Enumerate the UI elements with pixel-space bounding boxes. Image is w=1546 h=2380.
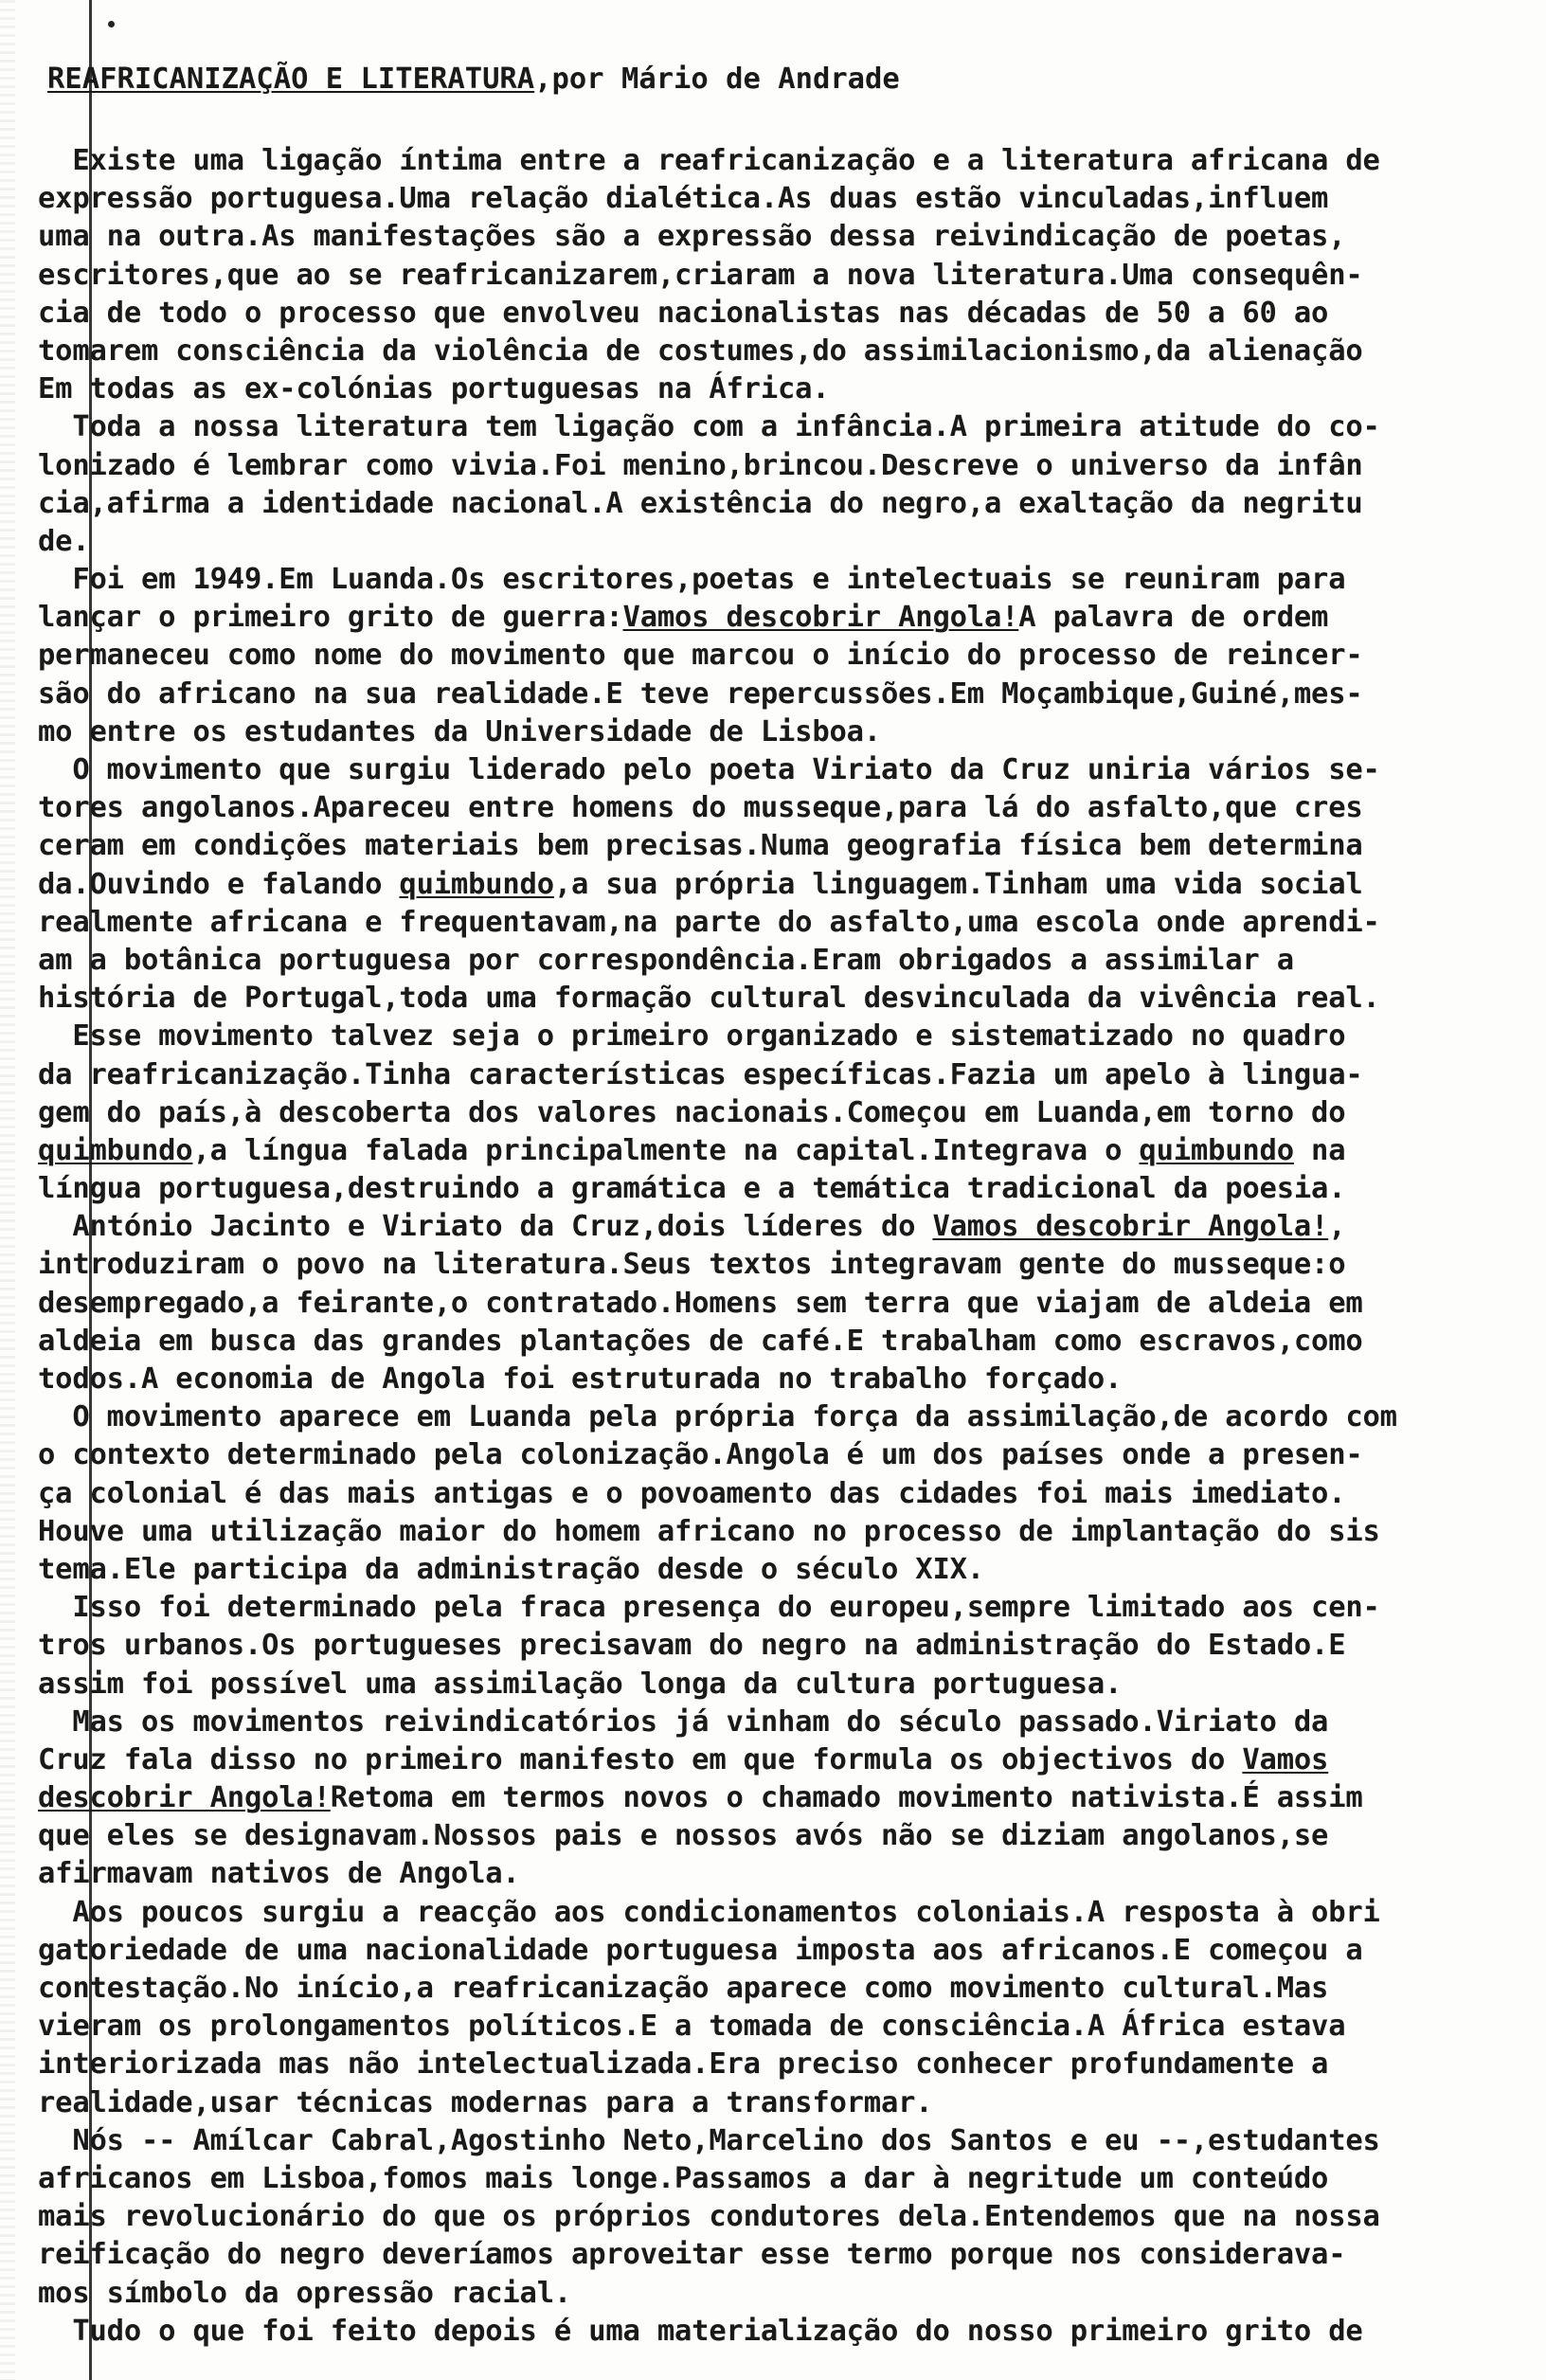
text-segment: O movimento aparece em Luanda pela própria força da assimilação,de acordo com	[38, 1400, 1397, 1434]
text-segment: Tudo o que foi feito depois é uma materialização do nosso primeiro grito de	[38, 2314, 1363, 2348]
text-segment: aldeia em busca das grandes plantações de café.E trabalham como escravos,como	[38, 1324, 1363, 1358]
text-line	[38, 370, 1535, 408]
text-line	[38, 2046, 1535, 2083]
title-underlined: REAFRICANIZAÇÃO E LITERATURA	[47, 63, 535, 96]
text-line	[38, 142, 1535, 180]
text-line	[38, 1741, 1535, 1779]
text-segment: todos.A economia de Angola foi estruturada no trabalho forçado.	[38, 1362, 1123, 1396]
text-line	[38, 904, 1535, 942]
text-segment: Retoma em termos novos o chamado movimento nativista.É assim	[330, 1781, 1363, 1815]
text-segment: assim foi possível uma assimilação longa da cultura portuguesa.	[38, 1667, 1123, 1701]
text-line	[38, 1970, 1535, 2008]
text-segment: ,a sua própria linguagem.Tinham uma vida social	[553, 867, 1363, 901]
ink-dot	[108, 21, 115, 27]
text-segment: escritores,que ao se reafricanizarem,criaram a nova literatura.Uma consequên-	[38, 258, 1363, 292]
text-line	[38, 942, 1535, 980]
text-segment: língua portuguesa,destruindo a gramática e a temática tradicional da poesia.	[38, 1172, 1346, 1206]
text-segment: Foi em 1949.Em Luanda.Os escritores,poetas e intelectuais se reuniram para	[38, 563, 1346, 597]
text-line	[38, 1894, 1535, 1932]
text-segment: uma na outra.As manifestações são a expressão dessa reivindicação de poetas,	[38, 220, 1346, 254]
text-line	[38, 257, 1535, 295]
text-line	[38, 1932, 1535, 1970]
text-segment: lançar o primeiro grito de guerra:	[38, 601, 623, 635]
text-segment: contestação.No início,a reafricanização aparece como movimento cultural.Mas	[38, 1972, 1329, 2005]
text-line	[38, 408, 1535, 446]
text-line	[38, 333, 1535, 370]
text-segment: realidade,usar técnicas modernas para a transformar.	[38, 2085, 933, 2119]
text-segment: Isso foi determinado pela fraca presença do europeu,sempre limitado aos cen-	[38, 1591, 1380, 1625]
text-line	[38, 1855, 1535, 1893]
text-segment: que eles se designavam.Nossos pais e nossos avós não se diziam angolanos,se	[38, 1819, 1329, 1853]
text-segment: da.Ouvindo e falando	[38, 867, 400, 901]
text-line	[38, 1513, 1535, 1551]
text-segment: são do africano na sua realidade.E teve repercussões.Em Moçambique,Guiné,mes-	[38, 676, 1363, 711]
text-segment: permaneceu como nome do movimento que marcou o início do processo de reincer-	[38, 639, 1363, 673]
underlined-phrase: Vamos descobrir Angola!	[932, 1210, 1329, 1244]
text-line	[38, 295, 1535, 333]
text-line	[38, 751, 1535, 789]
text-line	[38, 1589, 1535, 1627]
text-line	[38, 980, 1535, 1018]
text-line	[38, 1627, 1535, 1665]
text-segment: da reafricanização.Tinha características específicas.Fazia um apelo à lingua-	[38, 1057, 1363, 1091]
text-segment: Nós -- Amílcar Cabral,Agostinho Neto,Marcelino dos Santos e eu --,estudantes	[38, 2123, 1380, 2157]
document-title	[47, 61, 900, 99]
underlined-phrase: quimbundo	[38, 1133, 193, 1167]
text-segment: Mas os movimentos reivindicatórios já vinham do século passado.Viriato da	[38, 1704, 1329, 1739]
text-line	[38, 1323, 1535, 1361]
text-segment: ça colonial é das mais antigas e o povoamento das cidades foi mais imediato.	[38, 1476, 1346, 1510]
text-line	[38, 1817, 1535, 1855]
text-line	[38, 676, 1535, 713]
text-line	[38, 1551, 1535, 1589]
text-segment: O movimento que surgiu liderado pelo poeta Viriato da Cruz uniria vários se-	[38, 753, 1380, 786]
underlined-phrase: Vamos	[1242, 1742, 1329, 1776]
text-segment: expressão portuguesa.Uma relação dialética.As duas estão vinculadas,influem	[38, 182, 1329, 216]
scan-edge-artifact	[0, 0, 15, 2380]
text-line	[38, 2236, 1535, 2274]
text-line	[38, 1398, 1535, 1436]
text-line	[38, 637, 1535, 675]
text-line	[38, 2313, 1535, 2351]
text-line	[38, 447, 1535, 485]
text-line	[38, 1779, 1535, 1817]
text-line	[38, 1436, 1535, 1474]
text-segment: Toda a nossa literatura tem ligação com a infância.A primeira atitude do co-	[38, 410, 1380, 444]
text-segment: tros urbanos.Os portugueses precisavam do negro na administração do Estado.E	[38, 1629, 1346, 1663]
text-segment: reificação do negro deveríamos aproveitar esse termo porque nos considerava-	[38, 2238, 1346, 2272]
text-line	[38, 561, 1535, 599]
text-segment: o contexto determinado pela colonização.Angola é um dos países onde a presen-	[38, 1438, 1363, 1472]
text-segment: tores angolanos.Apareceu entre homens do musseque,para lá do asfalto,que cres	[38, 791, 1363, 825]
text-line	[38, 2160, 1535, 2198]
text-segment: introduziram o povo na literatura.Seus textos integravam gente do musseque:o	[38, 1248, 1346, 1282]
underlined-phrase: Vamos descobrir Angola!	[622, 601, 1019, 635]
underlined-phrase: quimbundo	[399, 867, 554, 901]
text-segment: lonizado é lembrar como vivia.Foi menino,brincou.Descreve o universo da infân	[38, 448, 1363, 482]
text-line	[38, 2084, 1535, 2122]
text-segment: ceram em condições materiais bem precisas.Numa geografia física bem determina	[38, 829, 1363, 863]
text-segment: afirmavam nativos de Angola.	[38, 1857, 520, 1891]
text-segment: africanos em Lisboa,fomos mais longe.Passamos a dar à negritude um conteúdo	[38, 2161, 1329, 2195]
text-line	[38, 827, 1535, 865]
body-text	[38, 142, 1535, 2351]
text-segment: realmente africana e frequentavam,na parte do asfalto,uma escola onde aprendi-	[38, 905, 1380, 939]
text-line	[38, 485, 1535, 523]
text-line	[38, 599, 1535, 637]
text-segment: tomarem consciência da violência de costumes,do assimilacionismo,da alienação	[38, 334, 1363, 368]
text-line	[38, 1018, 1535, 1055]
text-segment: mos símbolo da opressão racial.	[38, 2276, 572, 2310]
underlined-phrase: descobrir Angola!	[38, 1781, 331, 1815]
text-line	[38, 1285, 1535, 1323]
text-segment: A palavra de ordem	[1018, 601, 1329, 635]
text-segment: mo entre os estudantes da Universidade de Lisboa.	[38, 714, 881, 748]
text-segment: ,	[1328, 1210, 1346, 1244]
text-line	[38, 2122, 1535, 2160]
text-segment: desempregado,a feirante,o contratado.Homens sem terra que viajam de aldeia em	[38, 1286, 1363, 1320]
text-line	[38, 218, 1535, 256]
text-line	[38, 713, 1535, 751]
title-author: ,por Mário de Andrade	[534, 63, 900, 96]
text-segment: gem do país,à descoberta dos valores nacionais.Começou em Luanda,em torno do	[38, 1095, 1346, 1129]
text-segment: António Jacinto e Viriato da Cruz,dois líderes do	[38, 1210, 933, 1244]
text-segment: Cruz fala disso no primeiro manifesto em que formula os objectivos do	[38, 1742, 1243, 1776]
text-segment: am a botânica portuguesa por correspondência.Eram obrigados a assimilar a	[38, 943, 1294, 977]
text-segment: tema.Ele participa da administração desde o século XIX.	[38, 1552, 984, 1586]
text-line	[38, 1666, 1535, 1704]
text-line	[38, 1132, 1535, 1170]
text-segment: mais revolucionário do que os próprios condutores dela.Entendemos que na nossa	[38, 2200, 1380, 2234]
text-segment: gatoriedade de uma nacionalidade portuguesa imposta aos africanos.E começou a	[38, 1933, 1363, 1967]
text-line	[38, 2198, 1535, 2236]
text-line	[38, 523, 1535, 561]
text-segment: história de Portugal,toda uma formação cultural desvinculada da vivência real.	[38, 982, 1380, 1016]
text-segment: de.	[38, 524, 90, 558]
text-segment: Em todas as ex-colónias portuguesas na África.	[38, 372, 830, 406]
text-segment: interiorizada mas não intelectualizada.Era preciso conhecer profundamente a	[38, 2047, 1329, 2082]
text-line	[38, 1246, 1535, 1284]
text-segment: Esse movimento talvez seja o primeiro organizado e sistematizado no quadro	[38, 1019, 1346, 1054]
text-line	[38, 1170, 1535, 1208]
text-line	[38, 180, 1535, 218]
text-segment: Existe uma ligação íntima entre a reafricanização e a literatura africana de	[38, 144, 1380, 177]
text-segment: ,a língua falada principalmente na capital.Integrava o	[192, 1133, 1140, 1167]
text-line	[38, 1094, 1535, 1132]
text-line	[38, 1704, 1535, 1741]
text-line	[38, 1208, 1535, 1246]
text-segment: na	[1293, 1133, 1346, 1167]
underlined-phrase: quimbundo	[1139, 1133, 1294, 1167]
text-segment: cia de todo o processo que envolveu nacionalistas nas décadas de 50 a 60 ao	[38, 296, 1329, 330]
text-line	[38, 2008, 1535, 2046]
text-line	[38, 1056, 1535, 1094]
text-line	[38, 1361, 1535, 1398]
text-line	[38, 1475, 1535, 1513]
text-segment: Aos poucos surgiu a reacção aos condicionamentos coloniais.A resposta à obri	[38, 1895, 1380, 1929]
text-segment: Houve uma utilização maior do homem africano no processo de implantação do sis	[38, 1514, 1380, 1548]
text-line	[38, 2275, 1535, 2313]
text-line	[38, 789, 1535, 827]
text-line	[38, 866, 1535, 904]
text-segment: vieram os prolongamentos políticos.E a tomada de consciência.A África estava	[38, 2010, 1346, 2044]
text-segment: cia,afirma a identidade nacional.A existência do negro,a exaltação da negritu	[38, 486, 1363, 520]
